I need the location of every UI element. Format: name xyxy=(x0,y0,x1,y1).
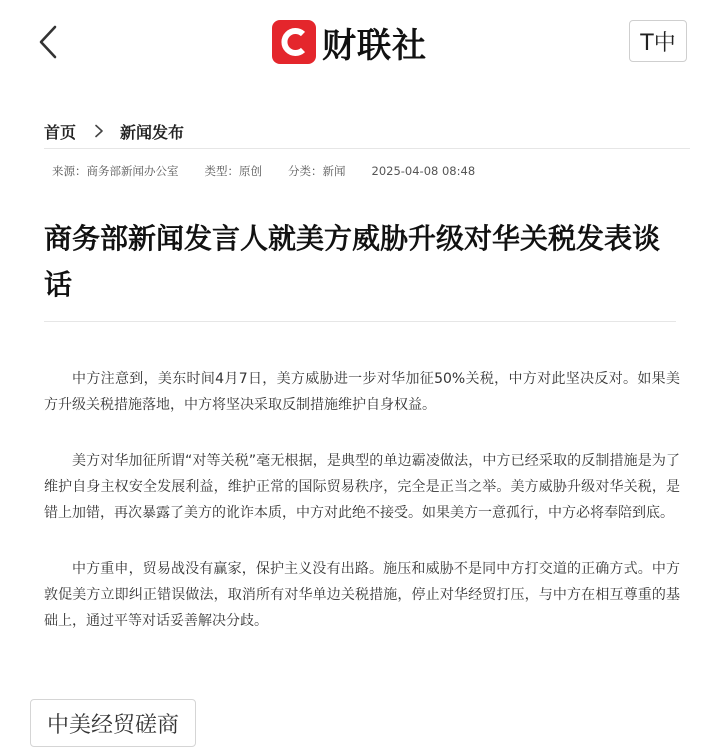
article-paragraph: 中方重申，贸易战没有赢家，保护主义没有出路。施压和威胁不是同中方打交道的正确方式。中方敦促美方立即纠正错误做法，取消所有对华单边关税措施，停止对华经贸打压，与中方在相互尊重的基础上，通过平等对话妥善解决分歧。 xyxy=(44,561,680,629)
meta-datetime: 2025-04-08 08:48 xyxy=(371,164,476,178)
article-body xyxy=(44,366,680,664)
chevron-right-icon xyxy=(94,124,104,138)
topic-tag[interactable]: 中美经贸磋商 xyxy=(30,699,196,747)
top-bar xyxy=(0,0,705,84)
brand-name: 财联社 xyxy=(322,25,427,66)
article-paragraph: 美方对华加征所谓“对等关税”毫无根据，是典型的单边霸凌做法，中方已经采取的反制措施是为了维护自身主权安全发展利益，维护正常的国际贸易秩序，完全是正当之举。美方威胁升级对华关税，是错上加错，再次暴露了美方的讹诈本质，中方对此绝不接受。如果美方一意孤行，中方必将奉陪到底。 xyxy=(44,453,680,521)
font-size-toggle-button[interactable]: T中 xyxy=(629,20,687,62)
meta-source: 来源：商务部新闻办公室 xyxy=(52,164,179,178)
chevron-left-icon xyxy=(28,22,68,62)
meta-type: 类型：原创 xyxy=(204,164,262,178)
article-meta xyxy=(52,162,501,180)
article-title: 商务部新闻发言人就美方威胁升级对华关税发表谈话 xyxy=(44,222,661,301)
divider xyxy=(44,321,676,322)
breadcrumb-section-link[interactable]: 新闻发布 xyxy=(120,122,185,142)
brand-logo xyxy=(272,18,427,66)
article-paragraph: 中方注意到，美东时间4月7日，美方威胁进一步对华加征50%关税，中方对此坚决反对。如果美方升级关税措施落地，中方将坚决采取反制措施维护自身权益。 xyxy=(44,371,680,413)
divider xyxy=(44,148,690,149)
logo-c-icon xyxy=(272,20,316,64)
breadcrumb xyxy=(44,118,184,144)
back-button[interactable] xyxy=(28,22,68,62)
breadcrumb-home-link[interactable]: 首页 xyxy=(44,122,77,142)
meta-category: 分类：新闻 xyxy=(288,164,346,178)
